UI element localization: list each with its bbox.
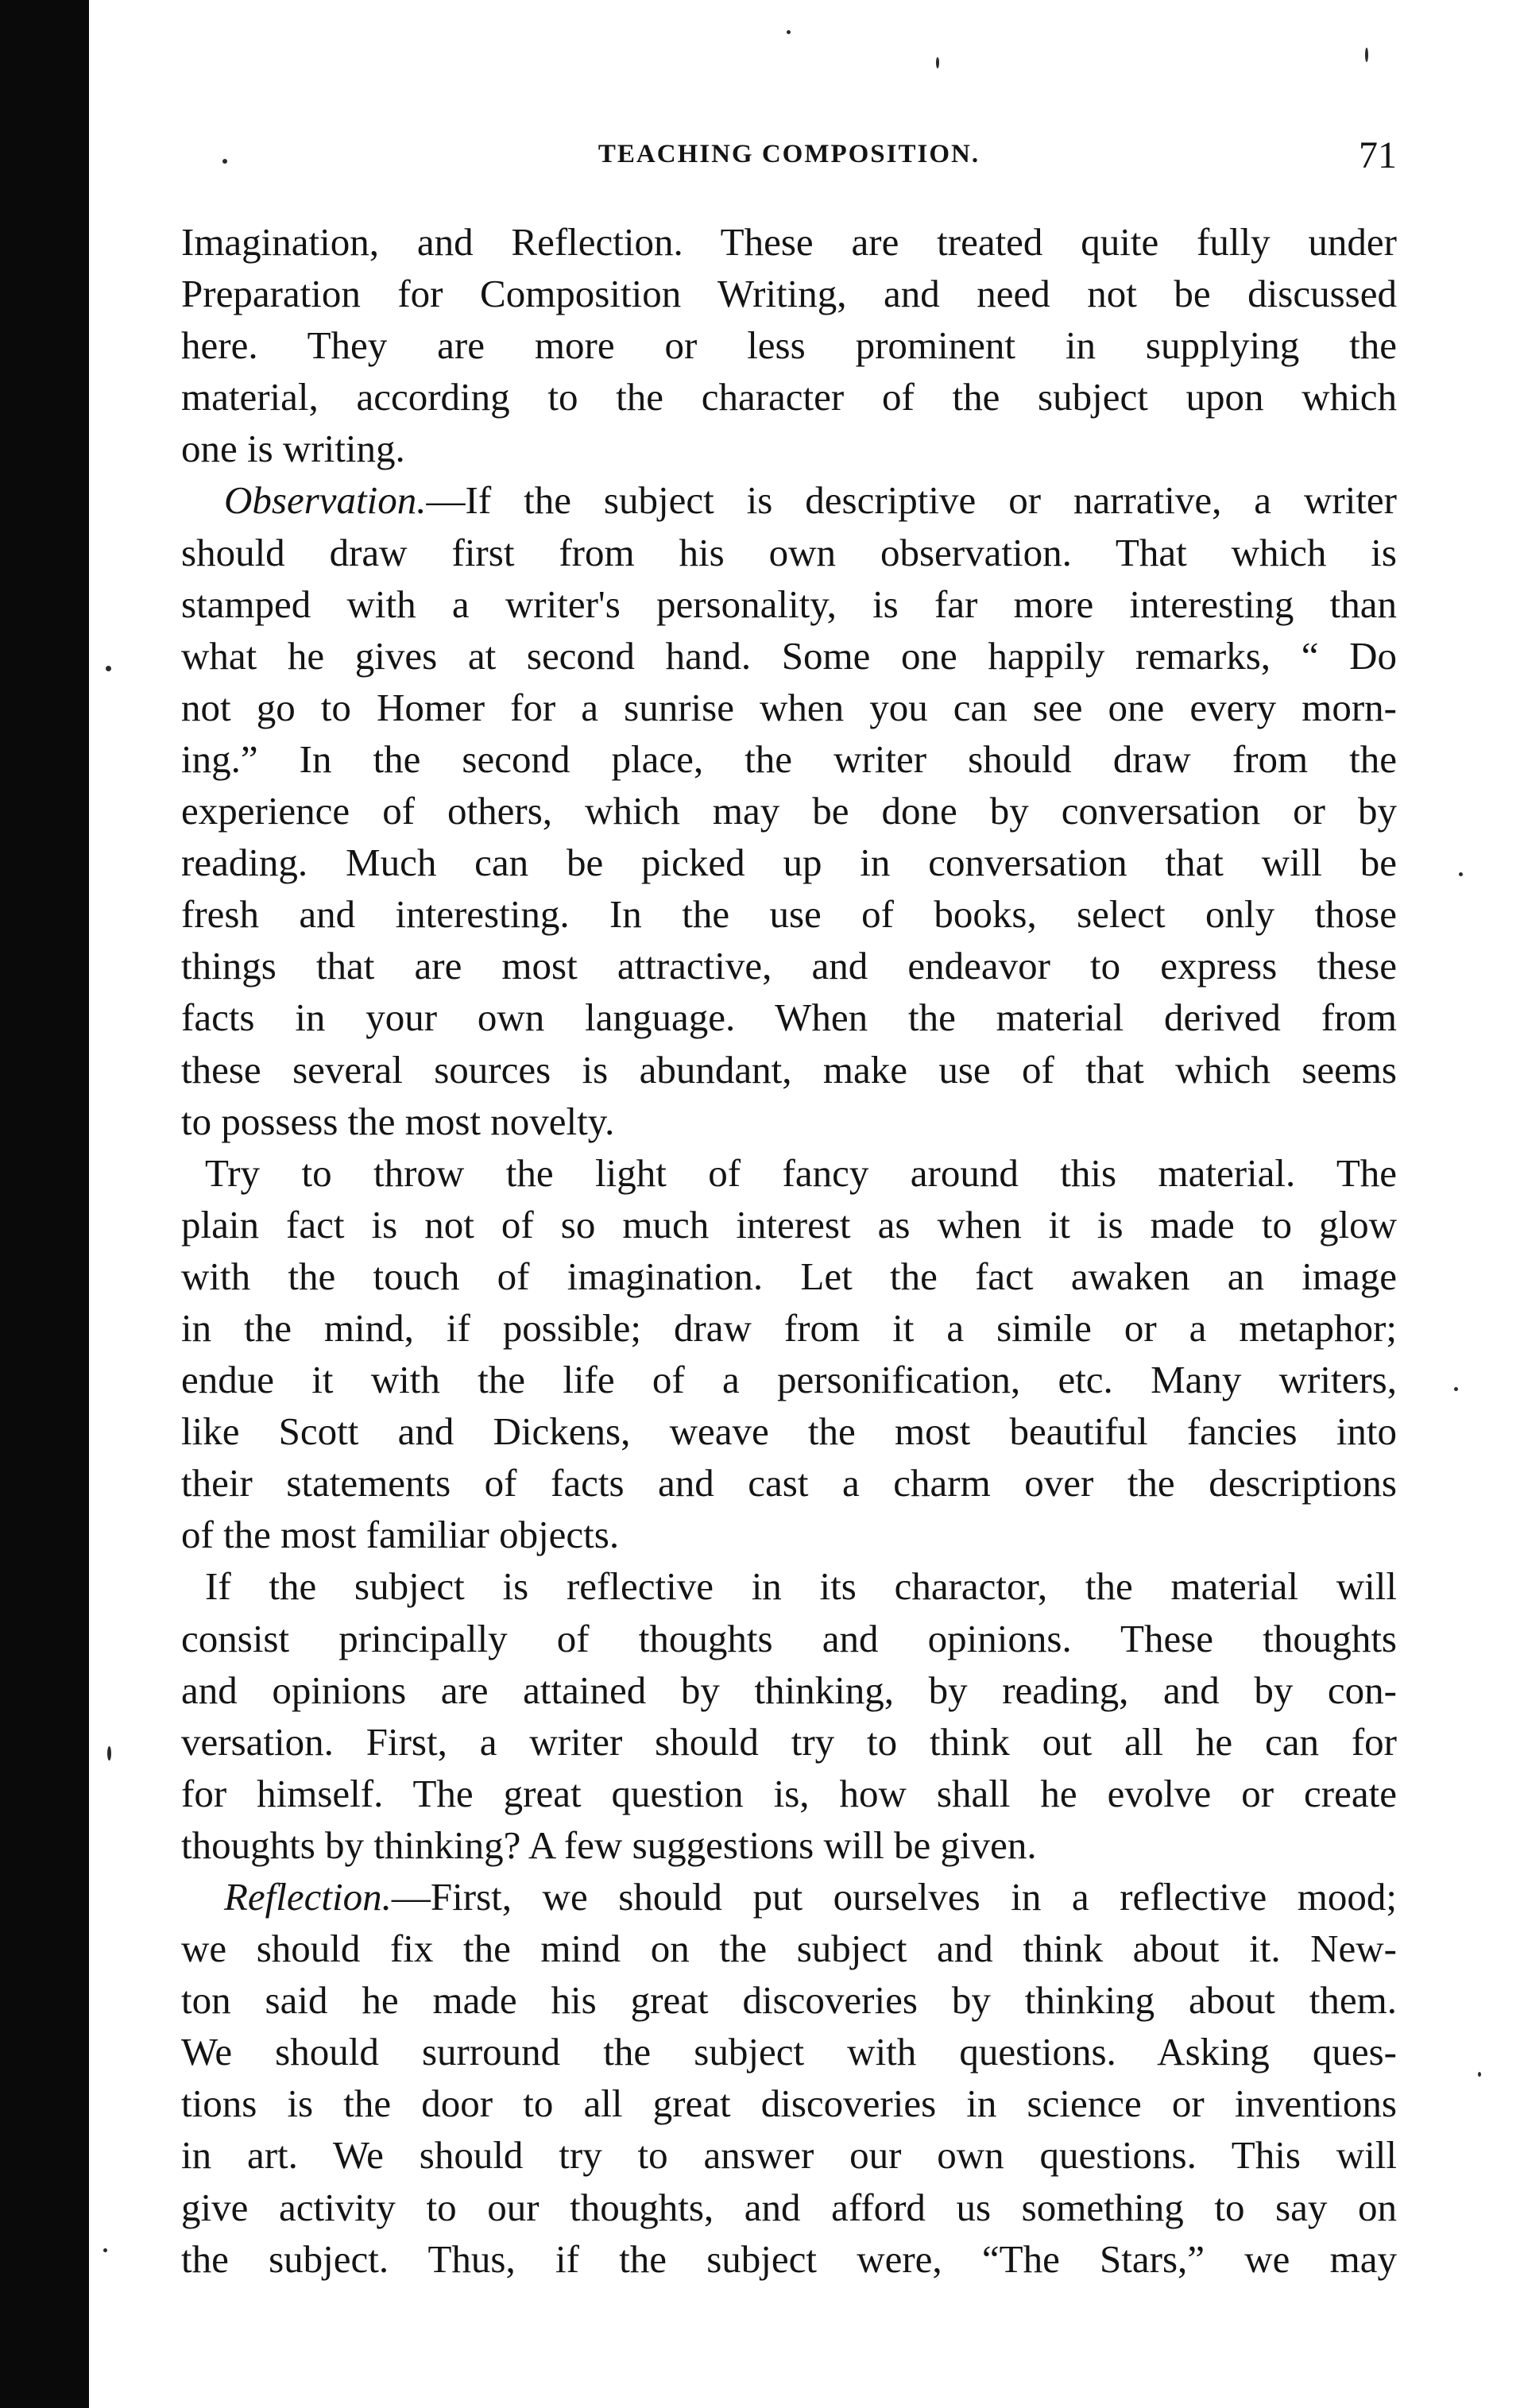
binding-edge (0, 0, 89, 2408)
text-line: plain fact is not of so much interest as when it is made to glow (181, 1202, 1397, 1247)
text-line: ing.” In the second place, the writer should draw from the (181, 736, 1397, 781)
text-line: reading. Much can be picked up in conversation that will be (181, 841, 1397, 885)
text-line: for himself. The great question is, how shall he evolve or create (181, 1771, 1397, 1815)
text-line: versation. First, a writer should try to think out all he can for (181, 1719, 1397, 1764)
scan-speck (107, 1746, 111, 1761)
scan-speck (106, 666, 111, 671)
text-line: consist principally of thoughts and opinions. These thoughts (181, 1616, 1397, 1660)
text-line: of the most familiar objects. (181, 1513, 620, 1557)
text-line: fresh and interesting. In the use of books, select only those (181, 892, 1397, 937)
text-line: thoughts by thinking? A few suggestions will be given. (181, 1822, 1037, 1867)
section-head-reflection: Reflection. (224, 1875, 392, 1919)
text-line: and opinions are attained by thinking, by reading, and by con- (181, 1668, 1397, 1712)
text-line (181, 1871, 1397, 1923)
text-line: we should fix the mind on the subject and think about it. New- (181, 1927, 1397, 1971)
scan-speck (787, 30, 791, 34)
text-line: not go to Homer for a sunrise when you can see one every morn- (181, 685, 1397, 729)
section-head-observation: Observation. (224, 478, 427, 523)
text-line: Imagination, and Reflection. These are treated quite fully under (181, 220, 1397, 264)
body-text (181, 216, 1397, 2285)
scan-speck (1478, 2072, 1481, 2077)
text-line: stamped with a writer's personality, is far more interesting than (181, 582, 1397, 626)
text-line: here. They are more or less prominent in supplying the (181, 323, 1397, 368)
text-line: tions is the door to all great discoveries in science or inventions (181, 2081, 1397, 2126)
text-line: ton said he made his great discoveries by thinking about them. (181, 1978, 1397, 2023)
text-line: like Scott and Dickens, weave the most beautiful fancies into (181, 1409, 1397, 1454)
text-line: endue it with the life of a personification, etc. Many writers, (181, 1358, 1397, 1402)
text-line: Preparation for Composition Writing, and need not be discussed (181, 272, 1397, 316)
running-head: TEACHING COMPOSITION. (598, 140, 980, 168)
page-number: 71 (1359, 134, 1397, 176)
text-line: the subject. Thus, if the subject were, “The Stars,” we may (181, 2236, 1397, 2281)
text-line: should draw first from his own observation. That which is (181, 530, 1397, 574)
text-line: what he gives at second hand. Some one happily remarks, “ Do (181, 633, 1397, 678)
scan-speck (1454, 1387, 1458, 1391)
text-line: things that are most attractive, and endeavor to express these (181, 944, 1397, 988)
text-line: We should surround the subject with questions. Asking ques- (181, 2030, 1397, 2074)
text-line: material, according to the character of the subject upon which (181, 375, 1397, 419)
scan-speck (103, 2248, 107, 2252)
scan-speck (936, 57, 939, 68)
text-line-content: —If the subject is descriptive or narrative, a writer (426, 478, 1397, 523)
text-line: to possess the most novelty. (181, 1099, 615, 1143)
scan-speck (1365, 48, 1368, 62)
text-line (181, 474, 1397, 526)
text-line: in art. We should try to answer our own questions. This will (181, 2133, 1397, 2178)
text-line: these several sources is abundant, make use of that which seems (181, 1047, 1397, 1092)
text-line: facts in your own language. When the material derived from (181, 995, 1397, 1040)
scan-speck (1459, 872, 1463, 876)
text-line: their statements of facts and cast a charm over the descriptions (181, 1461, 1397, 1505)
text-line: one is writing. (181, 427, 405, 471)
text-line-content: —First, we should put ourselves in a reflective mood; (391, 1875, 1397, 1919)
text-line: with the touch of imagination. Let the fact awaken an image (181, 1254, 1397, 1298)
page-header (181, 133, 1397, 181)
text-line: Try to throw the light of fancy around this material. The (205, 1150, 1397, 1195)
text-line: in the mind, if possible; draw from it a simile or a metaphor; (181, 1305, 1397, 1350)
text-line: If the subject is reflective in its charactor, the material will (205, 1564, 1397, 1609)
text-line: give activity to our thoughts, and afford us something to say on (181, 2185, 1397, 2229)
text-line: experience of others, which may be done by conversation or by (181, 789, 1397, 833)
